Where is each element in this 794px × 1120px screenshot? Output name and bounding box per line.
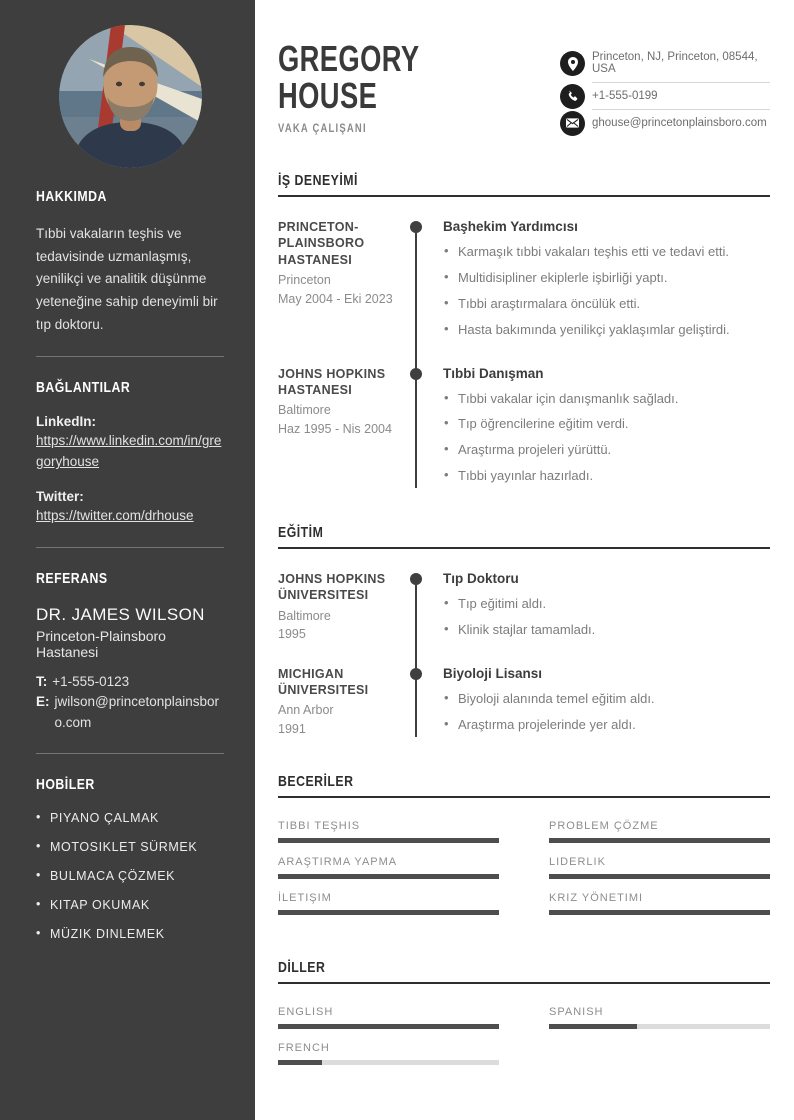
experience-meta	[278, 366, 403, 495]
timeline-dot	[410, 221, 422, 233]
twitter-label: Twitter:	[36, 489, 84, 505]
skill-bar	[278, 910, 499, 915]
language-item	[278, 1042, 499, 1065]
language-name: SPANISH	[549, 1005, 604, 1018]
skills-grid	[278, 820, 770, 915]
skill-item	[549, 856, 770, 879]
bullet-item: • Araştırma projeleri yürüttü.	[443, 442, 770, 459]
contact-location: Princeton, NJ, Princeton, 08544, USA	[592, 44, 770, 83]
skill-bar-fill	[549, 910, 770, 915]
language-name: ENGLISH	[278, 1005, 334, 1018]
skill-name: İLETIŞIM	[278, 891, 332, 904]
education-entries	[278, 571, 770, 743]
education-organization: MICHIGAN ÜNIVERSITESI	[278, 666, 369, 698]
language-bar-fill	[278, 1024, 499, 1029]
education-section	[278, 524, 770, 743]
hobbies-heading: HOBİLER	[36, 775, 95, 793]
person-name: GREGORY HOUSE	[278, 38, 420, 117]
links-section	[36, 379, 224, 527]
skill-name: TIBBI TEŞHIS	[278, 819, 361, 832]
profile-photo	[59, 25, 202, 168]
education-heading: EĞİTİM	[278, 524, 324, 542]
experience-dates: Haz 1995 - Nis 2004	[278, 421, 392, 436]
person-job-title: VAKA ÇALIŞANI	[278, 122, 367, 135]
languages-heading: DİLLER	[278, 958, 326, 976]
experience-heading: İŞ DENEYİMİ	[278, 172, 358, 189]
education-details	[443, 666, 770, 743]
languages-grid	[278, 1006, 770, 1065]
linkedin-link[interactable]: https://www.linkedin.com/in/gregoryhouse	[36, 433, 222, 470]
section-rule	[278, 547, 770, 549]
header	[278, 40, 770, 136]
contact-block	[560, 44, 770, 136]
skill-item	[549, 820, 770, 843]
twitter-link-block	[36, 489, 224, 527]
bullet-item: • Hasta bakımında yenilikçi yaklaşımlar geliştirdi.	[443, 322, 770, 339]
experience-entries	[278, 219, 770, 494]
timeline-dot	[410, 668, 422, 680]
hobbies-list	[36, 811, 224, 941]
hobby-item: • KITAP OKUMAK	[36, 898, 224, 912]
bullet-item: • Araştırma projelerinde yer aldı.	[443, 717, 770, 734]
skill-item	[278, 892, 499, 915]
bullet-item: • Multidisipliner ekiplerle işbirliği yaptı.	[443, 270, 770, 287]
skill-bar	[549, 910, 770, 915]
education-bullets	[443, 596, 770, 639]
sidebar-divider	[36, 356, 224, 357]
skill-item	[278, 820, 499, 843]
section-rule	[278, 195, 770, 197]
skill-name: LIDERLIK	[549, 855, 606, 868]
language-bar-fill	[549, 1024, 637, 1029]
bullet-item: • Tıbbi yayınlar hazırladı.	[443, 468, 770, 485]
reference-name: DR. JAMES WILSON	[36, 605, 205, 625]
education-details	[443, 571, 770, 648]
bullet-item: • Tıbbi araştırmalara öncülük etti.	[443, 296, 770, 313]
experience-dates: May 2004 - Eki 2023	[278, 291, 393, 306]
experience-location: Baltimore	[278, 403, 331, 418]
skill-bar-fill	[278, 838, 499, 843]
about-text: Tıbbi vakaların teşhis ve tedavisinde uzmanlaşmış, yenilikçi ve analitik düşünme yeteneğine sahip deneyimli bir tıp doktoru.	[36, 226, 218, 332]
twitter-link[interactable]: https://twitter.com/drhouse	[36, 508, 194, 524]
bullet-item: • Karmaşık tıbbi vakaları teşhis etti ve tedavi etti.	[443, 244, 770, 261]
section-rule	[278, 982, 770, 984]
location-icon	[560, 51, 585, 76]
languages-section	[278, 959, 770, 1065]
email-label: E:	[36, 694, 50, 710]
timeline-cell	[403, 219, 443, 348]
bullet-item: • Klinik stajlar tamamladı.	[443, 622, 770, 639]
language-bar	[278, 1024, 499, 1029]
reference-phone: +1-555-0123	[52, 674, 130, 690]
language-item	[549, 1006, 770, 1029]
experience-section	[278, 172, 770, 494]
education-location: Baltimore	[278, 608, 331, 623]
bullet-item: • Biyoloji alanında temel eğitim aldı.	[443, 691, 770, 708]
experience-meta	[278, 219, 403, 348]
experience-details	[443, 219, 770, 348]
bullet-item: • Tıp eğitimi aldı.	[443, 596, 770, 613]
skill-name: PROBLEM ÇÖZME	[549, 819, 659, 832]
contact-row-location	[560, 44, 770, 83]
education-organization: JOHNS HOPKINS ÜNIVERSITESI	[278, 572, 386, 603]
about-heading: HAKKIMDA	[36, 188, 107, 205]
language-bar-fill	[278, 1060, 322, 1065]
sidebar-divider	[36, 753, 224, 754]
experience-location: Princeton	[278, 272, 331, 287]
education-degree: Biyoloji Lisansı	[443, 665, 543, 681]
skill-bar-fill	[549, 874, 770, 879]
experience-organization: PRINCETON-PLAINSBORO HASTANESI	[278, 220, 365, 267]
timeline-dot	[410, 573, 422, 585]
main-content	[255, 0, 794, 1120]
language-bar	[278, 1060, 499, 1065]
language-name: FRENCH	[278, 1041, 330, 1054]
section-rule	[278, 796, 770, 798]
skills-heading: BECERİLER	[278, 772, 354, 790]
experience-role: Başhekim Yardımcısı	[443, 219, 578, 234]
linkedin-label: LinkedIn:	[36, 414, 96, 430]
hobbies-section	[36, 776, 224, 941]
education-meta	[278, 571, 403, 648]
skills-section	[278, 773, 770, 915]
sidebar	[0, 0, 255, 1120]
skill-bar	[549, 838, 770, 843]
language-item	[278, 1006, 499, 1029]
education-entry	[278, 666, 770, 743]
skill-item	[549, 892, 770, 915]
skill-bar	[549, 874, 770, 879]
reference-phone-row	[36, 672, 224, 692]
education-bullets	[443, 691, 770, 734]
experience-entry	[278, 366, 770, 495]
name-block	[278, 40, 464, 136]
education-meta	[278, 666, 403, 743]
profile-photo-illustration	[59, 25, 202, 168]
education-degree: Tıp Doktoru	[443, 571, 519, 587]
sidebar-divider	[36, 547, 224, 548]
hobby-item: • MÜZIK DINLEMEK	[36, 927, 224, 941]
education-location: Ann Arbor	[278, 703, 334, 718]
skill-name: ARAŞTIRMA YAPMA	[278, 855, 398, 868]
education-entry	[278, 571, 770, 648]
reference-email: jwilson@princetonplainsboro.com	[54, 694, 220, 730]
reference-email-row	[36, 692, 224, 733]
links-heading: BAĞLANTILAR	[36, 379, 131, 397]
experience-role: Tıbbi Danışman	[443, 365, 544, 381]
contact-email: ghouse@princetonplainsboro.com	[592, 117, 767, 129]
email-icon	[560, 111, 585, 136]
reference-section	[36, 570, 224, 733]
linkedin-link-block	[36, 414, 224, 473]
bullet-item: • Tıp öğrencilerine eğitim verdi.	[443, 416, 770, 433]
bullet-item: • Tıbbi vakalar için danışmanlık sağladı.	[443, 391, 770, 408]
timeline-cell	[403, 666, 443, 743]
reference-heading: REFERANS	[36, 570, 108, 588]
education-dates: 1995	[278, 627, 306, 642]
education-dates: 1991	[278, 722, 306, 737]
experience-bullets	[443, 391, 770, 486]
timeline-dot	[410, 368, 422, 380]
experience-bullets	[443, 244, 770, 339]
hobby-item: • PIYANO ÇALMAK	[36, 811, 224, 825]
timeline-cell	[403, 571, 443, 648]
skill-bar-fill	[278, 910, 499, 915]
skill-bar-fill	[278, 874, 499, 879]
skill-bar	[278, 874, 499, 879]
skill-item	[278, 856, 499, 879]
timeline-cell	[403, 366, 443, 495]
skill-name: KRIZ YÖNETIMI	[549, 891, 644, 904]
experience-entry	[278, 219, 770, 348]
hobby-item: • MOTOSIKLET SÜRMEK	[36, 840, 224, 854]
experience-organization: JOHNS HOPKINS HASTANESI	[278, 366, 386, 397]
about-section	[36, 188, 224, 336]
skill-bar-fill	[549, 838, 770, 843]
contact-row-email	[560, 110, 770, 136]
phone-label: T:	[36, 674, 48, 690]
contact-row-phone	[560, 83, 770, 110]
phone-icon	[560, 84, 585, 109]
hobby-item: • BULMACA ÇÖZMEK	[36, 869, 224, 883]
language-bar	[549, 1024, 770, 1029]
contact-phone: +1-555-0199	[592, 83, 770, 110]
experience-details	[443, 366, 770, 495]
skill-bar	[278, 838, 499, 843]
reference-organization: Princeton-Plainsboro Hastanesi	[36, 628, 166, 661]
